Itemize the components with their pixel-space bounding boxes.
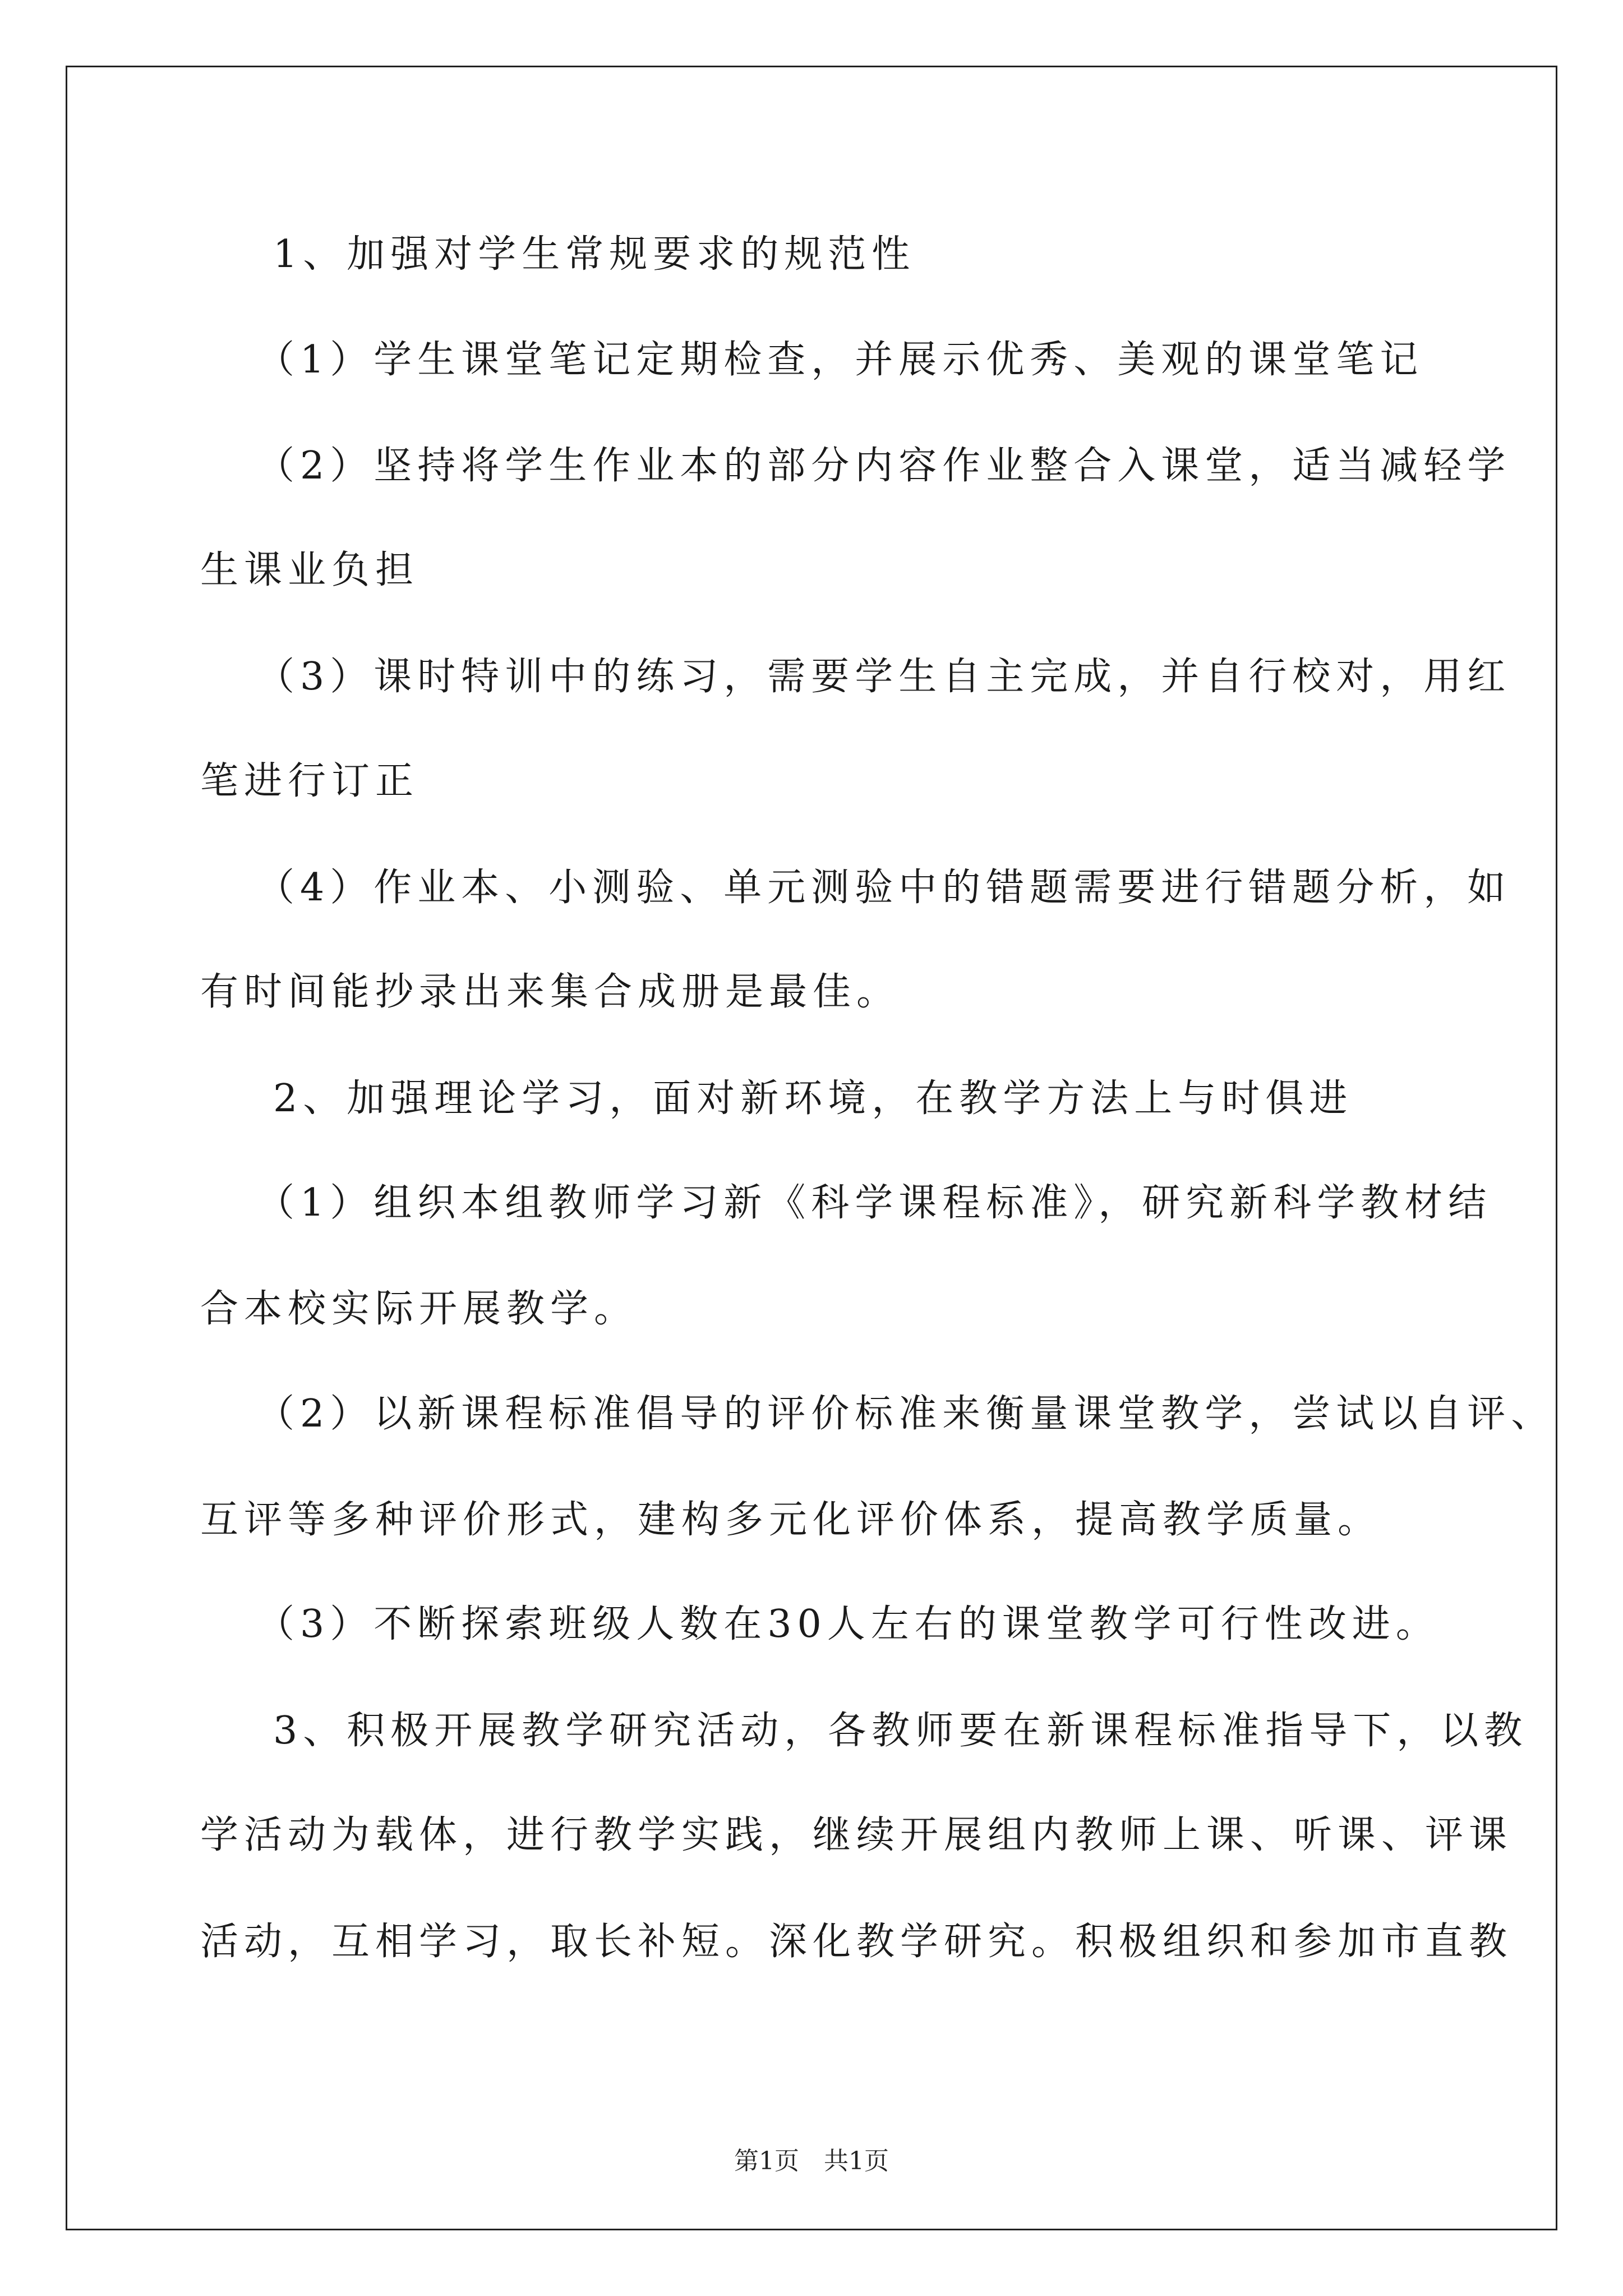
page-border xyxy=(66,66,1557,2230)
paragraph-line: （2）以新课程标准倡导的评价标准来衡量课堂教学，尝试以自评、 xyxy=(256,1392,1555,1436)
paragraph-line: （3）不断探索班级人数在30人左右的课堂教学可行性改进。 xyxy=(256,1602,1440,1646)
page-number-footer: 第1页 共1页 xyxy=(734,2147,889,2175)
paragraph-line: 活动，互相学习，取长补短。深化教学研究。积极组织和参加市直教 xyxy=(200,1920,1513,1964)
paragraph-line: 互评等多种评价形式，建构多元化评价体系，提高教学质量。 xyxy=(200,1498,1382,1542)
paragraph-line: 笔进行订正 xyxy=(200,759,419,803)
section-heading-1: 1、加强对学生常规要求的规范性 xyxy=(273,232,916,277)
paragraph-line: 生课业负担 xyxy=(200,548,419,592)
paragraph-line: （4）作业本、小测验、单元测验中的错题需要进行错题分析，如 xyxy=(256,866,1511,910)
section-heading-2: 2、加强理论学习，面对新环境，在教学方法上与时俱进 xyxy=(273,1076,1353,1121)
paragraph-line: （1）学生课堂笔记定期检查，并展示优秀、美观的课堂笔记 xyxy=(256,338,1424,382)
paragraph-line: 有时间能抄录出来集合成册是最佳。 xyxy=(200,970,901,1014)
paragraph-line: （1）组织本组教师学习新《科学课程标准》，研究新科学教材结 xyxy=(256,1181,1492,1225)
paragraph-line: （3）课时特训中的练习，需要学生自主完成，并自行校对，用红 xyxy=(256,655,1511,699)
paragraph-line: （2）坚持将学生作业本的部分内容作业整合入课堂，适当减轻学 xyxy=(256,444,1511,488)
paragraph-line: 学活动为载体，进行教学实践，继续开展组内教师上课、听课、评课 xyxy=(200,1813,1513,1857)
section-heading-3: 3、积极开展教学研究活动，各教师要在新课程标准指导下，以教 xyxy=(273,1709,1528,1753)
paragraph-line: 合本校实际开展教学。 xyxy=(200,1287,638,1331)
